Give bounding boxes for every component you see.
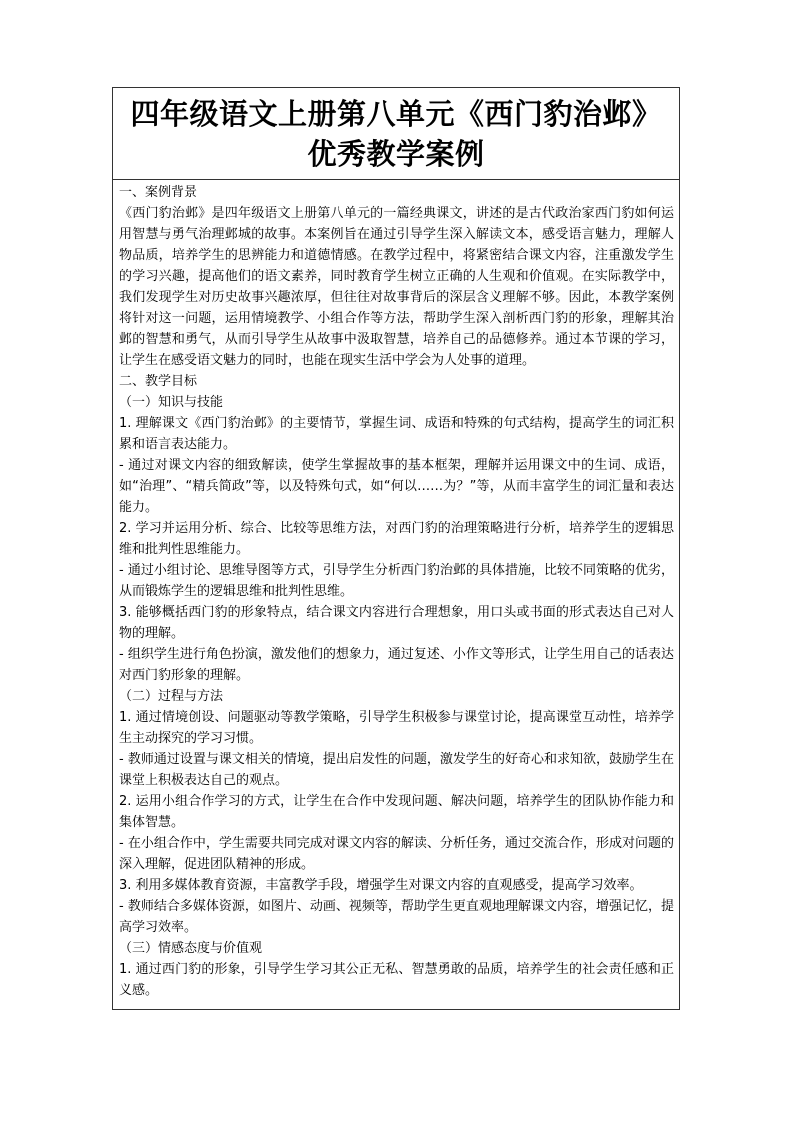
- subheading-knowledge-skills: （一）知识与技能: [119, 395, 224, 410]
- section-heading-background: 一、案例背景: [119, 185, 198, 200]
- document-title: 四年级语文上册第八单元《西门豹治邺》优秀教学案例: [130, 96, 662, 171]
- objective-item: 2. 学习并运用分析、综合、比较等思维方法，对西门豹的治理策略进行分析，培养学生的逻辑思维和批判性思维能力。: [119, 521, 674, 557]
- objective-detail: - 通过对课文内容的细致解读，使学生掌握故事的基本框架，理解并运用课文中的生词、成语，如“治理”、“精兵简政”等，以及特殊句式，如“何以……为？”等，从而丰富学生的词汇量和表达能力。: [119, 458, 674, 515]
- objective-item: 1. 理解课文《西门豹治邺》的主要情节，掌握生词、成语和特殊的句式结构，提高学生的词汇积累和语言表达能力。: [119, 416, 674, 452]
- objective-detail: - 在小组合作中，学生需要共同完成对课文内容的解读、分析任务，通过交流合作，形成对问题的深入理解，促进团队精神的形成。: [119, 836, 674, 872]
- subheading-emotion-values: （三）情感态度与价值观: [119, 941, 263, 956]
- objective-item: 1. 通过西门豹的形象，引导学生学习其公正无私、智慧勇敢的品质，培养学生的社会责任感和正义感。: [119, 962, 674, 998]
- objective-detail: - 教师通过设置与课文相关的情境，提出启发性的问题，激发学生的好奇心和求知欲，鼓励学生在课堂上积极表达自己的观点。: [119, 752, 674, 788]
- objective-item: 2. 运用小组合作学习的方式，让学生在合作中发现问题、解决问题，培养学生的团队协作能力和集体智慧。: [119, 794, 674, 830]
- objective-item: 3. 能够概括西门豹的形象特点，结合课文内容进行合理想象，用口头或书面的形式表达自己对人物的理解。: [119, 605, 674, 641]
- section-heading-objectives: 二、教学目标: [119, 374, 198, 389]
- objective-detail: - 通过小组讨论、思维导图等方式，引导学生分析西门豹治邺的具体措施，比较不同策略的优劣，从而锻炼学生的逻辑思维和批判性思维。: [119, 563, 674, 599]
- objective-item: 1. 通过情境创设、问题驱动等教学策略，引导学生积极参与课堂讨论，提高课堂互动性，培养学生主动探究的学习习惯。: [119, 710, 674, 746]
- objective-item: 3. 利用多媒体教育资源，丰富教学手段，增强学生对课文内容的直观感受，提高学习效率。: [119, 878, 643, 893]
- subheading-process-methods: （二）过程与方法: [119, 689, 224, 704]
- objective-detail: - 教师结合多媒体资源，如图片、动画、视频等，帮助学生更直观地理解课文内容，增强记忆，提高学习效率。: [119, 899, 674, 935]
- title-cell: [113, 88, 679, 180]
- content-cell: [113, 180, 679, 1001]
- paragraph-background: 《西门豹治邺》是四年级语文上册第八单元的一篇经典课文，讲述的是古代政治家西门豹如何运用智慧与勇气治理邺城的故事。本案例旨在通过引导学生深入解读文本，感受语言魅力，理解人物品质，培养学生的思辨能力和道德情感。在教学过程中，将紧密结合课文内容，注重激发学生的学习兴趣，提高他们的语文素养，同时教育学生树立正确的人生观和价值观。在实际教学中，我们发现学生对历史故事兴趣浓厚，但往往对故事背后的深层含义理解不够。因此，本教学案例将针对这一问题，运用情境教学、小组合作等方法，帮助学生深入剖析西门豹的形象，理解其治邺的智慧和勇气，从而引导学生从故事中汲取智慧，培养自己的品德修养。通过本节课的学习，让学生在感受语文魅力的同时，也能在现实生活中学会为人处事的道理。: [119, 206, 674, 368]
- objective-detail: - 组织学生进行角色扮演，激发他们的想象力，通过复述、小作文等形式，让学生用自己的话表达对西门豹形象的理解。: [119, 647, 674, 683]
- document-table: [112, 87, 680, 1010]
